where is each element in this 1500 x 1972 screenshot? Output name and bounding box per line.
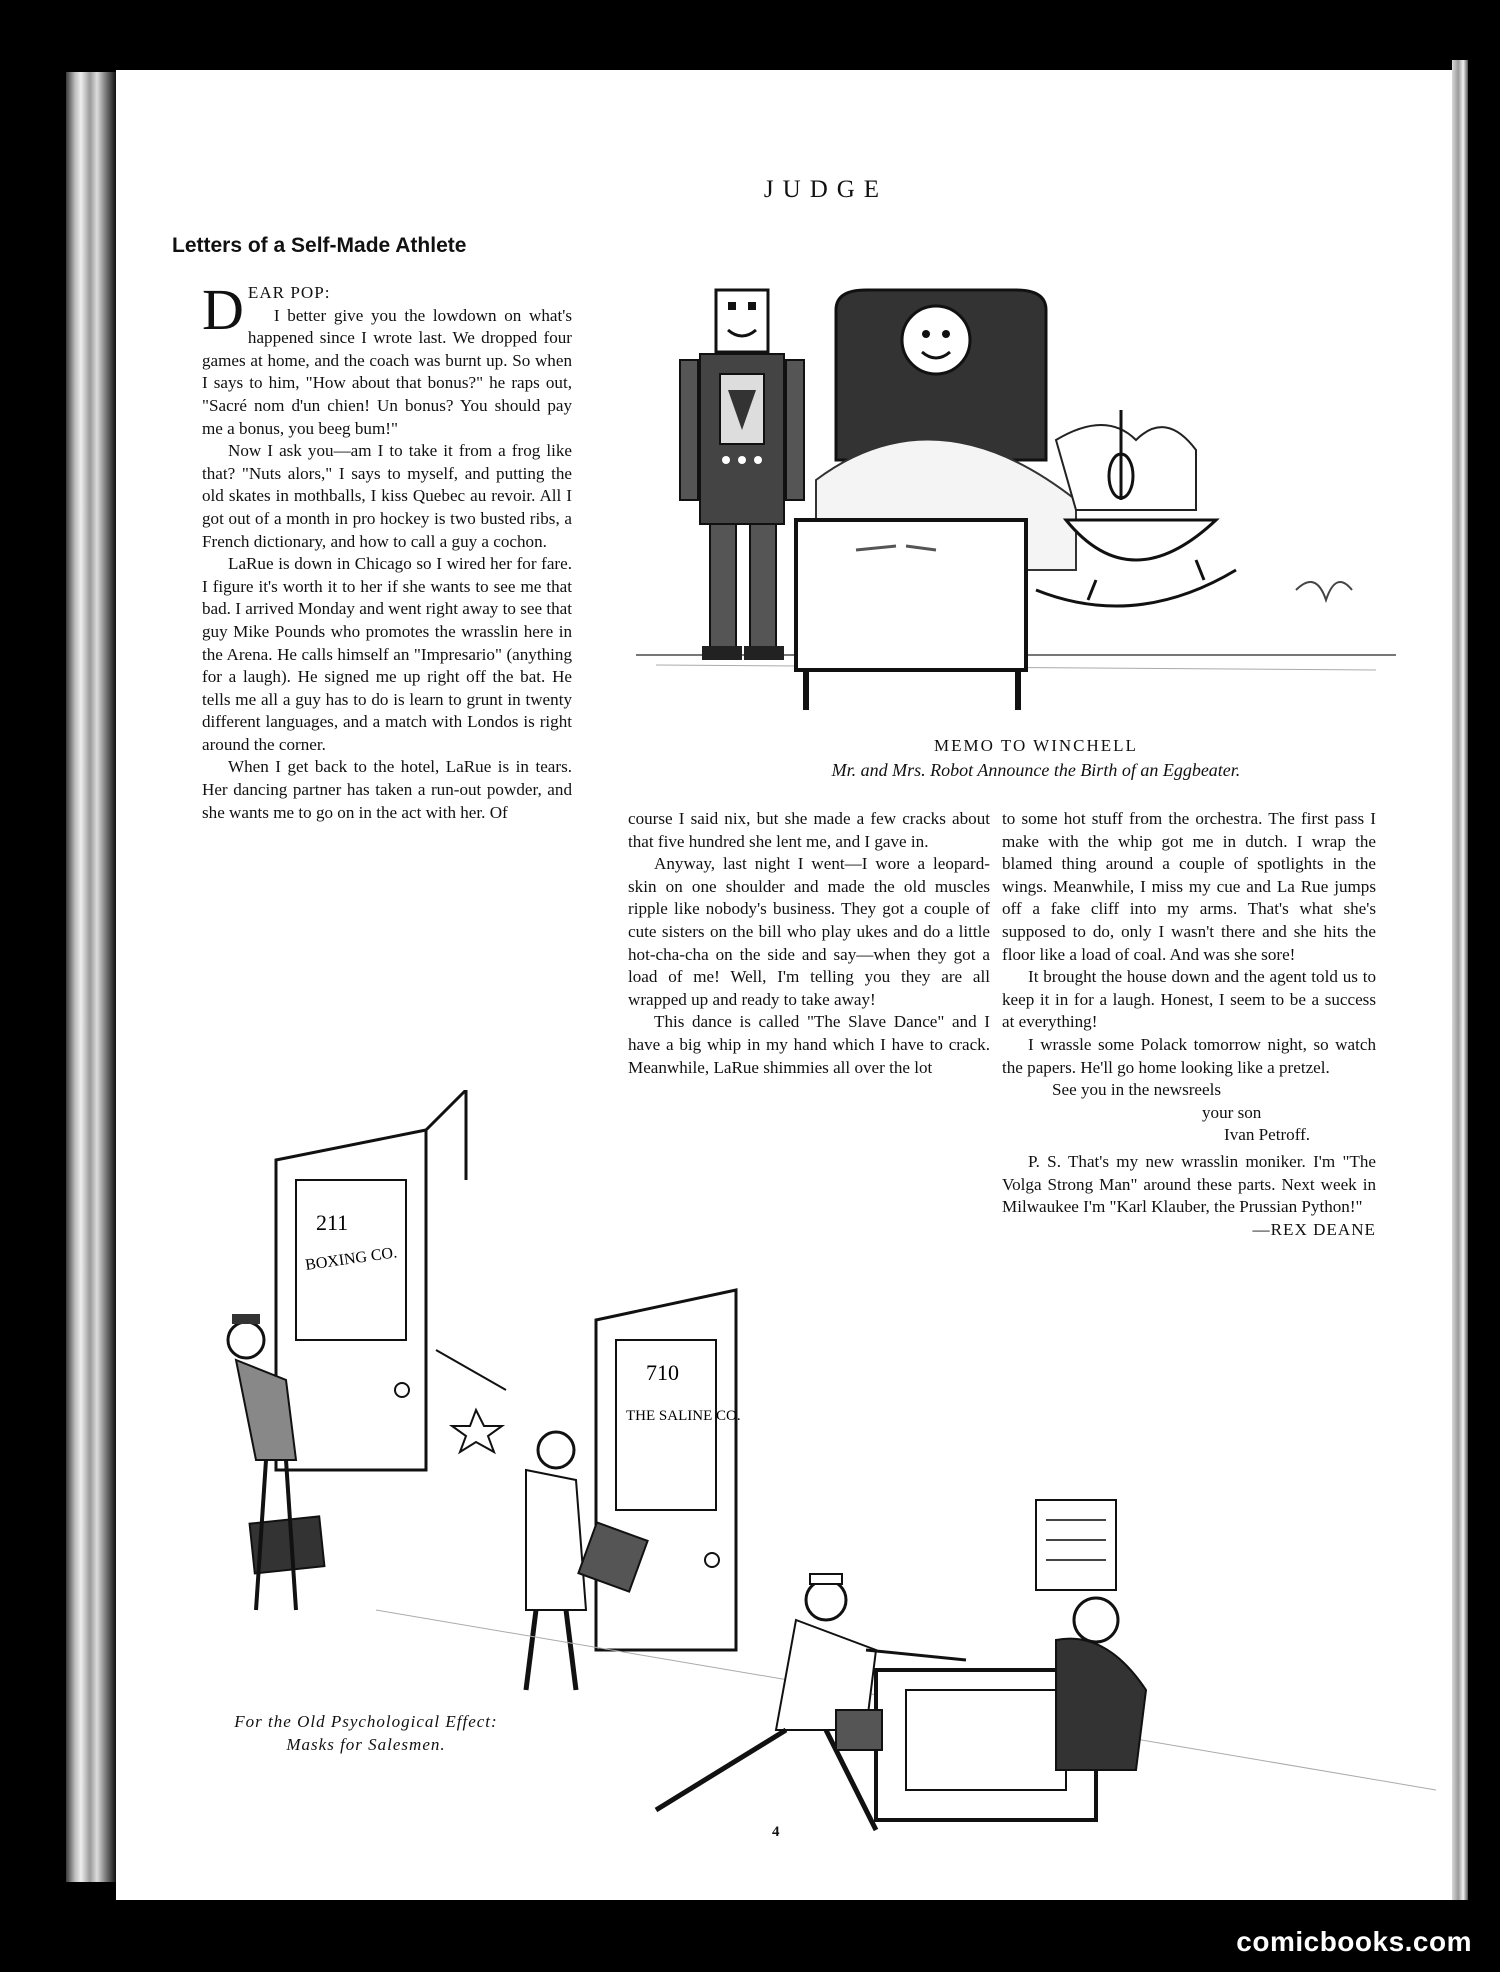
paragraph: I better give you the lowdown on what's happened since I wrote last. We dropped four games at home, and the coach was burnt up. So when I says to him, "How about that bonus?" he raps out, "Sacré nom d'un chien! Un bonus? You should pay me a bonus, you beeg bum!" bbox=[202, 305, 572, 438]
paragraph: to some hot stuff from the orchestra. The first pass I make with the whip got me in dutch. I wrap the blamed thing around a couple of spotlights in the wings. Meanwhile, I miss my cue and La Rue jumps off a fake cliff into my arms. That's what she's supposed to do, only I wasn't there and she hits the floor like a load of coal. And was she sore! bbox=[1002, 809, 1376, 964]
bed bbox=[796, 290, 1076, 710]
paragraph: When I get back to the hotel, LaRue is in tears. Her dancing partner has taken a run-out powder, and she wants me to go on in the act with her. Of bbox=[202, 757, 572, 822]
signature: Ivan Petroff. bbox=[1224, 1125, 1311, 1145]
caption-text: Mr. and Mrs. Robot Announce the Birth of an Eggbeater. bbox=[831, 760, 1241, 780]
svg-text:BOXING CO.: BOXING CO. bbox=[304, 1244, 399, 1274]
svg-text:710: 710 bbox=[646, 1360, 679, 1385]
top-cartoon-caption bbox=[656, 734, 1416, 782]
book-spine bbox=[66, 72, 116, 1882]
artist-signature bbox=[1296, 582, 1352, 600]
masthead: JUDGE bbox=[763, 176, 889, 203]
site-watermark: comicbooks.com bbox=[1236, 1926, 1472, 1957]
svg-text:THE SALINE CO.: THE SALINE CO. bbox=[626, 1408, 741, 1424]
salutation: EAR POP: bbox=[247, 283, 331, 302]
article-column-1 bbox=[202, 277, 572, 824]
byline: —REX DEANE bbox=[1252, 1219, 1376, 1239]
robot-cartoon-illustration bbox=[636, 270, 1396, 740]
caption-title: MEMO TO WINCHELL bbox=[934, 736, 1138, 755]
paragraph: This dance is called "The Slave Dance" and I have a big whip in my hand which I have to crack. Meanwhile, LaRue shimmies all over the lot bbox=[628, 1012, 990, 1077]
paragraph: I wrassle some Polack tomorrow night, so watch the papers. He'll go home looking like a pretzel. bbox=[1002, 1034, 1376, 1077]
paragraph: LaRue is down in Chicago so I wired her for fare. I figure it's worth it to her if she wants to see me that bad. I arrived Monday and went right away to see that guy Mike Pounds who promotes the wrasslin here in the Arena. He calls himself an "Impresario" (anything for a laugh). He signed me up right off the bat. He tells me all a guy has to do is learn to grunt in twenty different languages, and a match with Londos is right around the corner. bbox=[202, 554, 572, 754]
closing-line: your son bbox=[1202, 1102, 1262, 1122]
robot-figure bbox=[680, 290, 804, 660]
office-door-1 bbox=[276, 1090, 506, 1470]
article-headline: Letters of a Self-Made Athlete bbox=[172, 234, 467, 257]
bottom-cartoon-caption bbox=[176, 1710, 556, 1756]
paragraph: course I said nix, but she made a few cracks about that five hundred she lent me, and I gave in. bbox=[628, 809, 990, 851]
caption-line: Masks for Salesmen. bbox=[286, 1735, 446, 1754]
page-number: 4 bbox=[772, 1824, 780, 1840]
svg-text:211: 211 bbox=[316, 1210, 349, 1235]
page-edge bbox=[1452, 60, 1468, 1900]
paragraph: Anyway, last night I went—I wore a leopard-skin on one shoulder and made the old muscles ripple like nobody's business. They got a couple of cute sisters on the bill who play ukes and do a little hot-cha-cha on the side and say—when they got a load of me! Well, I'm telling you they are all wrapped up and ready to take away! bbox=[628, 854, 990, 1009]
postscript: P. S. That's my new wrasslin moniker. I'm "The Volga Strong Man" around these parts. Next week in Milwaukee I'm "Karl Klauber, the Prussian Python!" bbox=[1002, 1151, 1376, 1217]
office-door-2 bbox=[596, 1290, 741, 1650]
article-column-2 bbox=[628, 808, 990, 1079]
paragraph: Now I ask you—am I to take it from a frog like that? "Nuts alors," I says to myself, and putting the old skates in mothballs, I kiss Quebec au revoir. All I got out of a month in pro hockey is two busted ribs, a French dictionary, and how to call a guy a cochon. bbox=[202, 441, 572, 551]
magazine-page bbox=[116, 70, 1452, 1900]
closing-line: See you in the newsreels bbox=[1052, 1080, 1221, 1100]
paragraph: It brought the house down and the agent told us to keep it in for a laugh. Honest, I seem to be a success at everything! bbox=[1002, 967, 1376, 1032]
caption-line: For the Old Psychological Effect: bbox=[234, 1712, 498, 1731]
drop-cap: D bbox=[202, 277, 244, 342]
